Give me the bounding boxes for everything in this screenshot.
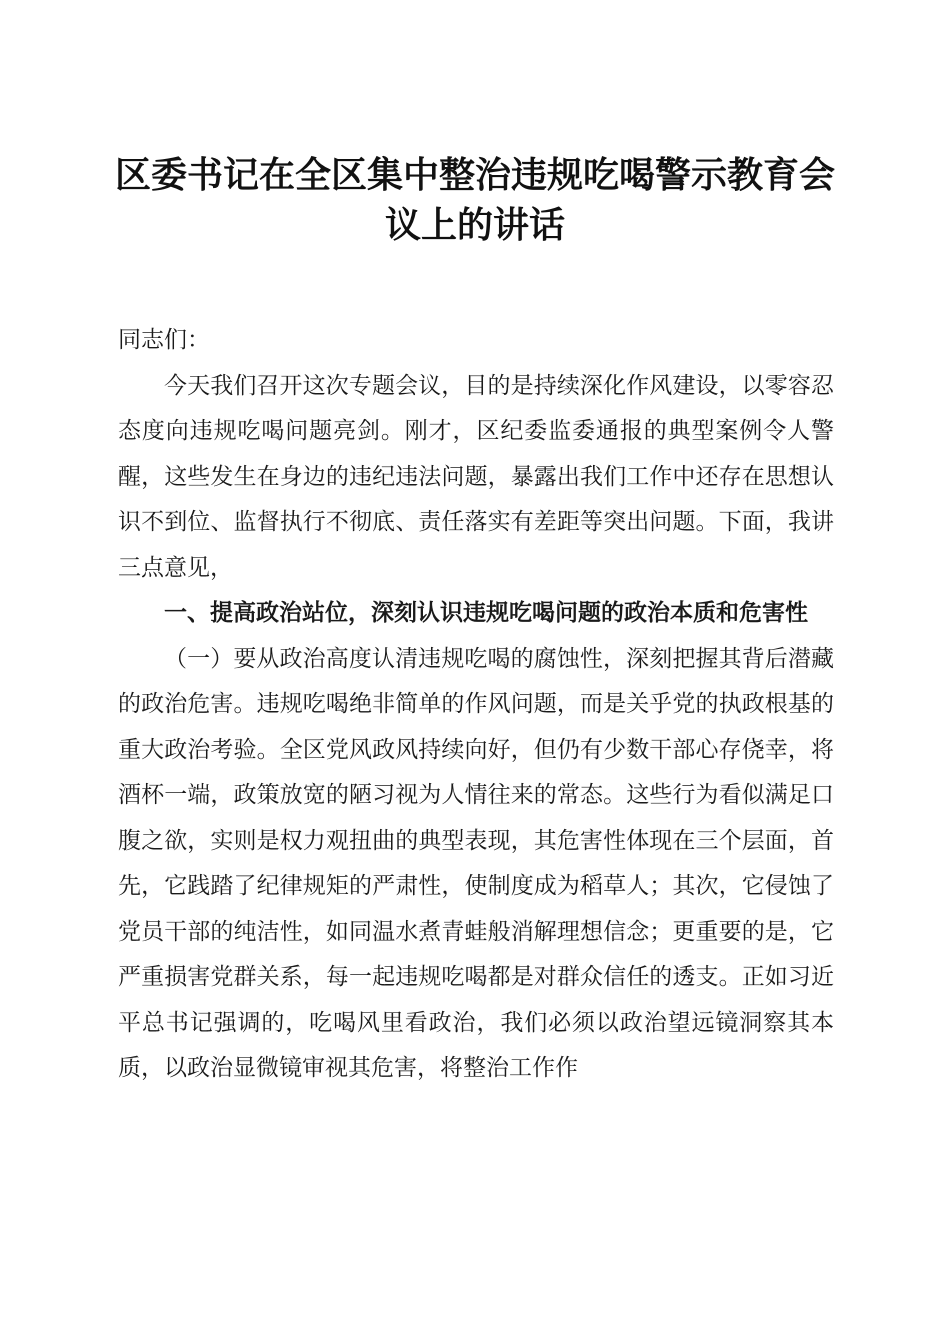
intro-paragraph: 今天我们召开这次专题会议，目的是持续深化作风建设，以零容忍态度向违规吃喝问题亮剑。刚才，区纪委监委通报的典型案例令人警醒，这些发生在身边的违纪违法问题，暴露出我们工作中还存在思想认识不到位、监督执行不彻底、责任落实有差距等突出问题。下面，我讲三点意见， — [118, 372, 834, 581]
salutation: 同志们： — [118, 327, 210, 353]
subsection-paragraph: （一）要从政治高度认清违规吃喝的腐蚀性，深刻把握其背后潜藏的政治危害。违规吃喝绝非简单的作风问题，而是关乎党的执政根基的重大政治考验。全区党风政风持续向好，但仍有少数干部心存侥幸，将酒杯一端，政策放宽的陋习视为人情往来的常态。这些行为看似满足口腹之欲，实则是权力观扭曲的典型表现，其危害性体现在三个层面，首先，它践踏了纪律规矩的严肃性，使制度成为稻草人；其次，它侵蚀了党员干部的纯洁性，如同温水煮青蛙般消解理想信念；更重要的是，它严重损害党群关系，每一起违规吃喝都是对群众信任的透支。正如习近平总书记强调的，吃喝风里看政治，我们必须以政治望远镜洞察其本质，以政治显微镜审视其危害，将整治工作作 — [118, 645, 834, 1081]
section-heading: 一、提高政治站位，深刻认识违规吃喝问题的政治本质和危害性 — [164, 600, 808, 626]
document-title: 区委书记在全区集中整治违规吃喝警示教育会议上的讲话 — [114, 154, 835, 246]
document-body — [118, 318, 834, 1092]
